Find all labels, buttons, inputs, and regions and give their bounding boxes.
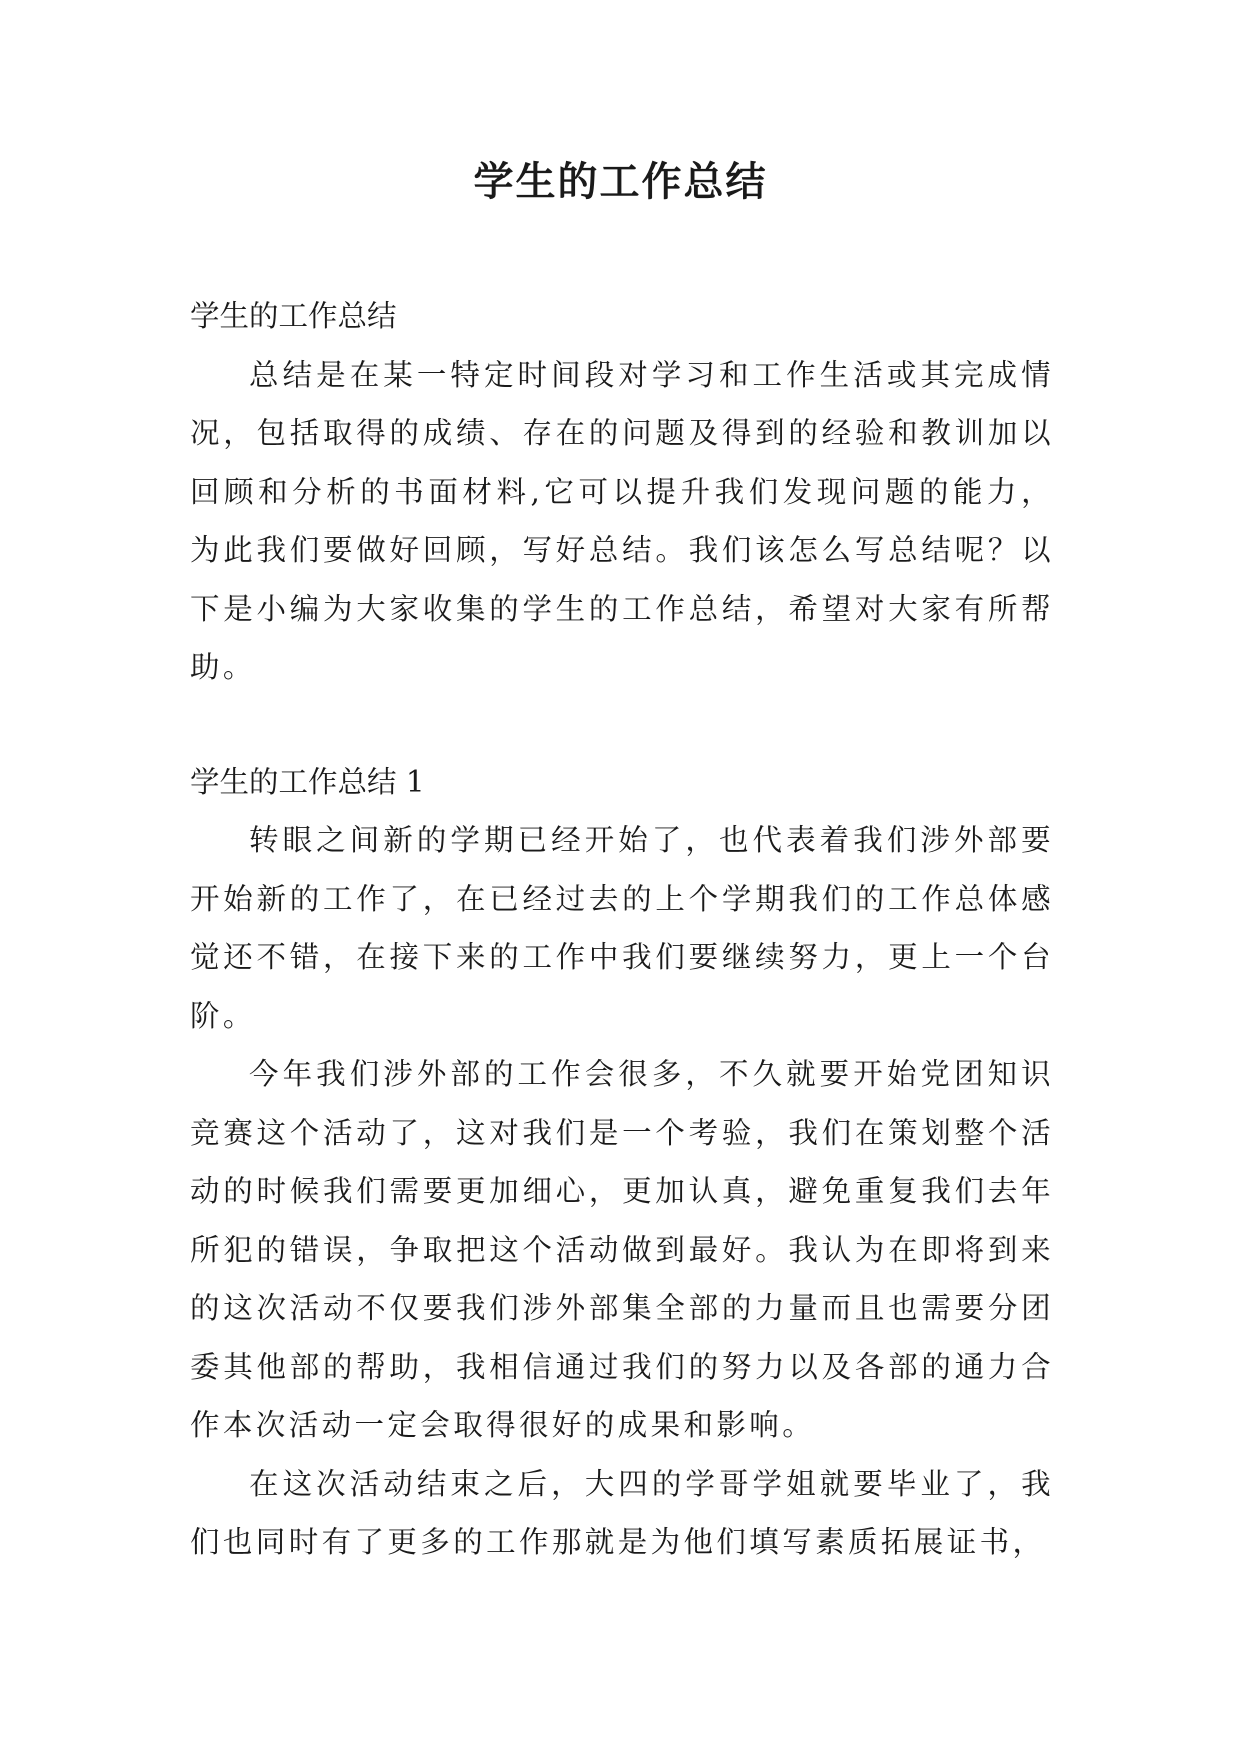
intro-paragraph: 总结是在某一特定时间段对学习和工作生活或其完成情况，包括取得的成绩、存在的问题及得到的经验和教训加以回顾和分析的书面材料,它可以提升我们发现问题的能力，为此我们要做好回顾，写好总结。我们该怎么写总结呢？以下是小编为大家收集的学生的工作总结，希望对大家有所帮助。: [190, 357, 1054, 684]
section-1-heading: 学生的工作总结 1: [190, 764, 425, 799]
section-1-paragraph: 在这次活动结束之后，大四的学哥学姐就要毕业了，我们也同时有了更多的工作那就是为他们填写素质拓展证书，: [190, 1466, 1054, 1559]
section-1-paragraph: 转眼之间新的学期已经开始了，也代表着我们涉外部要开始新的工作了，在已经过去的上个学期我们的工作总体感觉还不错，在接下来的工作中我们要继续努力，更上一个台阶。: [190, 823, 1054, 1033]
section-1-paragraph: 今年我们涉外部的工作会很多，不久就要开始党团知识竞赛这个活动了，这对我们是一个考验，我们在策划整个活动的时候我们需要更加细心，更加认真，避免重复我们去年所犯的错误，争取把这个活动做到最好。我认为在即将到来的这次活动不仅要我们涉外部集全部的力量而且也需要分团委其他部的帮助，我相信通过我们的努力以及各部的通力合作本次活动一定会取得很好的成果和影响。: [190, 1057, 1054, 1442]
section-spacer: [190, 697, 1054, 753]
document-body: [190, 287, 1054, 1572]
intro-heading: 学生的工作总结: [190, 299, 397, 333]
document-title: 学生的工作总结: [473, 159, 768, 205]
